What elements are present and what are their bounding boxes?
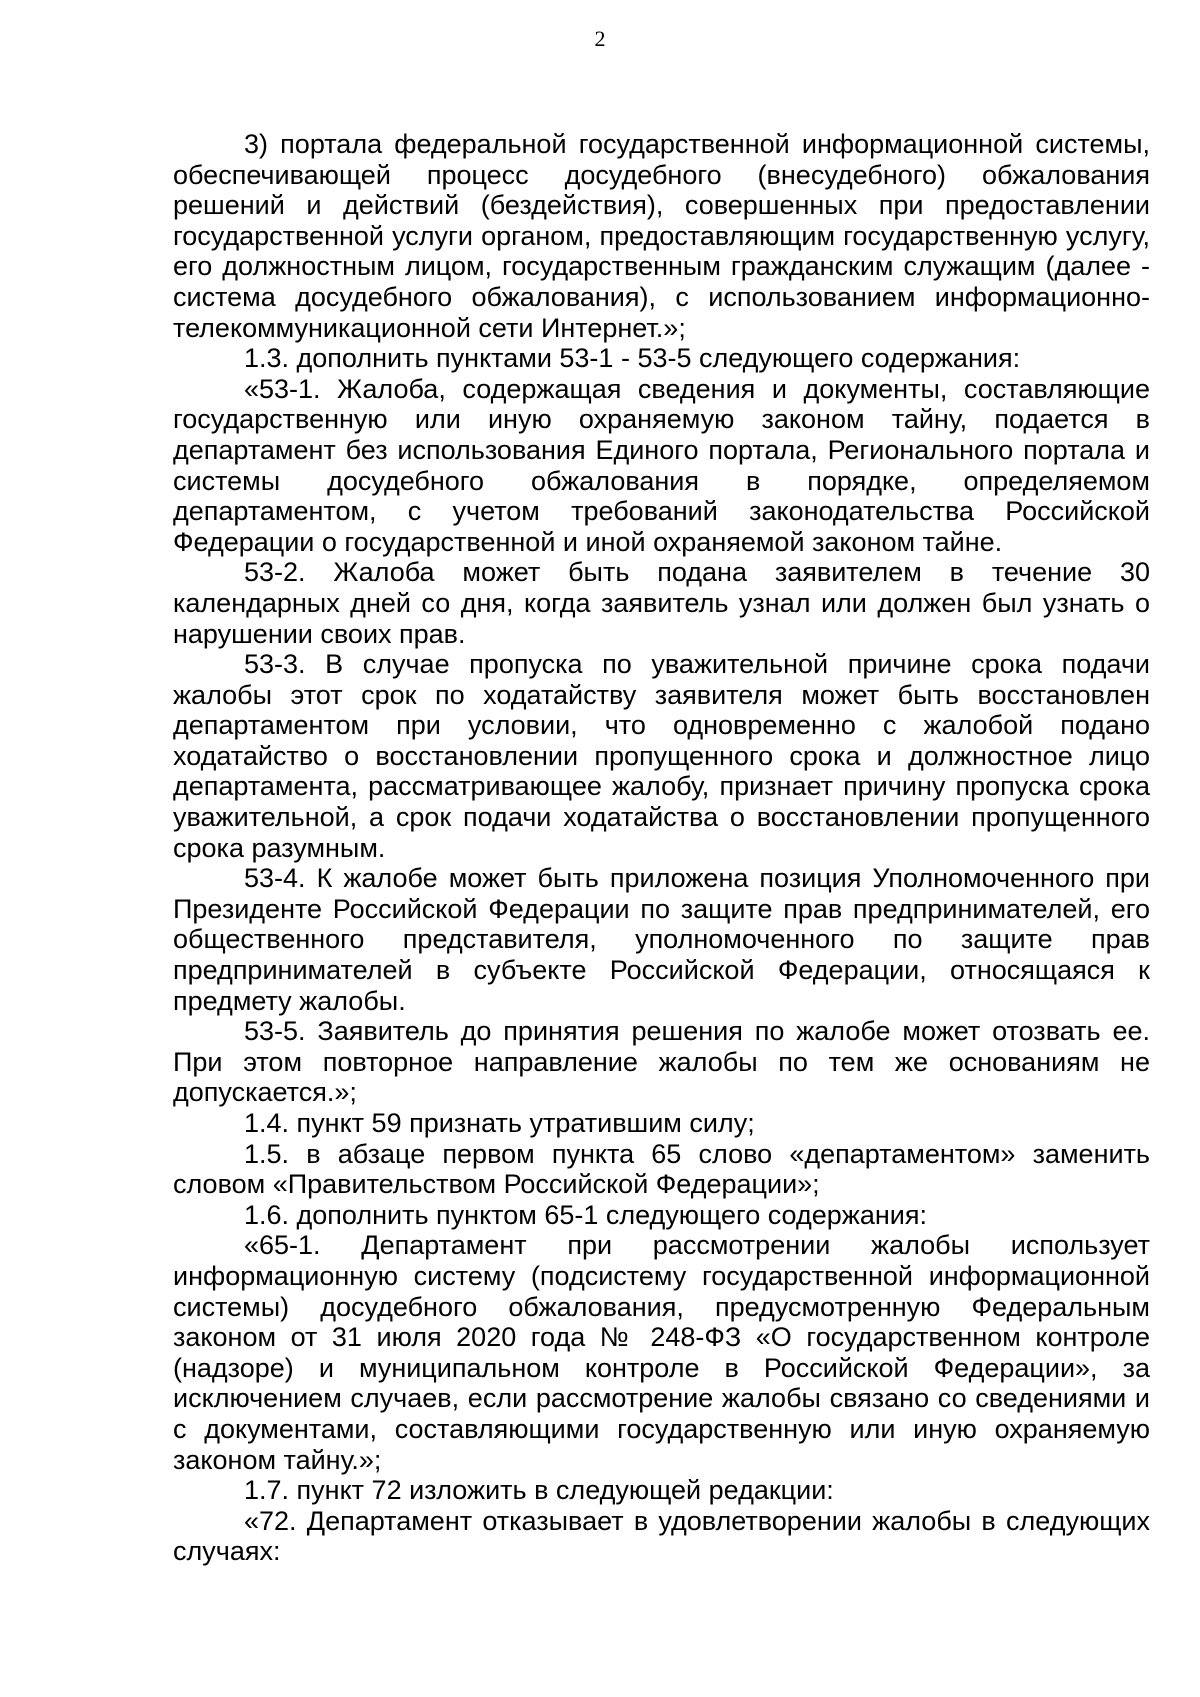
paragraph-1-5: 1.5. в абзаце первом пункта 65 слово «департаментом» заменить словом «Правительством Российской Федерации»; [173,1138,1150,1200]
paragraph-item-3: 3) портала федеральной государственной информационной системы, обеспечивающей процесс досудебного (внесудебного) обжалования решений и действий (бездействия), совершенных при предоставлении государственной услуги органом, предоставляющим государственную услугу, его должностным лицом, государственным гражданским служащим (далее - система досудебного обжалования), с использованием информационно-телекоммуникационной сети Интернет.»; [173,129,1150,343]
paragraph-53-3: 53-3. В случае пропуска по уважительной причине срока подачи жалобы этот срок по ходатайству заявителя может быть восстановлен департаментом при условии, что одновременно с жалобой подано ходатайство о восстановлении пропущенного срока и должностное лицо департамента, рассматривающее жалобу, признает причину пропуска срока уважительной, а срок подачи ходатайства о восстановлении пропущенного срока разумным. [173,649,1150,863]
paragraph-1-6: 1.6. дополнить пунктом 65-1 следующего содержания: [244,1199,927,1230]
paragraph-53-1: «53-1. Жалоба, содержащая сведения и документы, составляющие государственную или иную охраняемую законом тайну, подается в департамент без использования Единого портала, Регионального портала и системы досудебного обжалования в порядке, определяемом департаментом, с учетом требований законодательства Российской Федерации о государственной и иной охраняемой законом тайне. [173,373,1150,557]
document-body [173,129,1150,1567]
paragraph-65-1: «65-1. Департамент при рассмотрении жалобы использует информационную систему (подсистему государственной информационной системы) досудебного обжалования, предусмотренную Федеральным законом от 31 июля 2020 года № 248-ФЗ «О государственном контроле (надзоре) и муниципальном контроле в Российской Федерации», за исключением случаев, если рассмотрение жалобы связано со сведениями и с документами, составляющими государственную или иную охраняемую законом тайну.»; [173,1230,1150,1475]
paragraph-53-2: 53-2. Жалоба может быть подана заявителем в течение 30 календарных дней со дня, когда заявитель узнал или должен был узнать о нарушении своих прав. [173,557,1150,649]
paragraph-72: «72. Департамент отказывает в удовлетворении жалобы в следующих случаях: [173,1505,1150,1567]
paragraph-1-4: 1.4. пункт 59 признать утратившим силу; [244,1108,755,1138]
page-number: 2 [594,26,606,51]
paragraph-1-7: 1.7. пункт 72 изложить в следующей редакции: [244,1475,834,1506]
paragraph-1-3: 1.3. дополнить пунктами 53-1 - 53-5 следующего содержания: [244,343,1021,374]
paragraph-53-4: 53-4. К жалобе может быть приложена позиция Уполномоченного при Президенте Российской Федерации по защите прав предпринимателей, его общественного представителя, уполномоченного по защите прав предпринимателей в субъекте Российской Федерации, относящаяся к предмету жалобы. [173,863,1150,1016]
paragraph-53-5: 53-5. Заявитель до принятия решения по жалобе может отозвать ее. При этом повторное направление жалобы по тем же основаниям не допускается.»; [173,1016,1150,1108]
